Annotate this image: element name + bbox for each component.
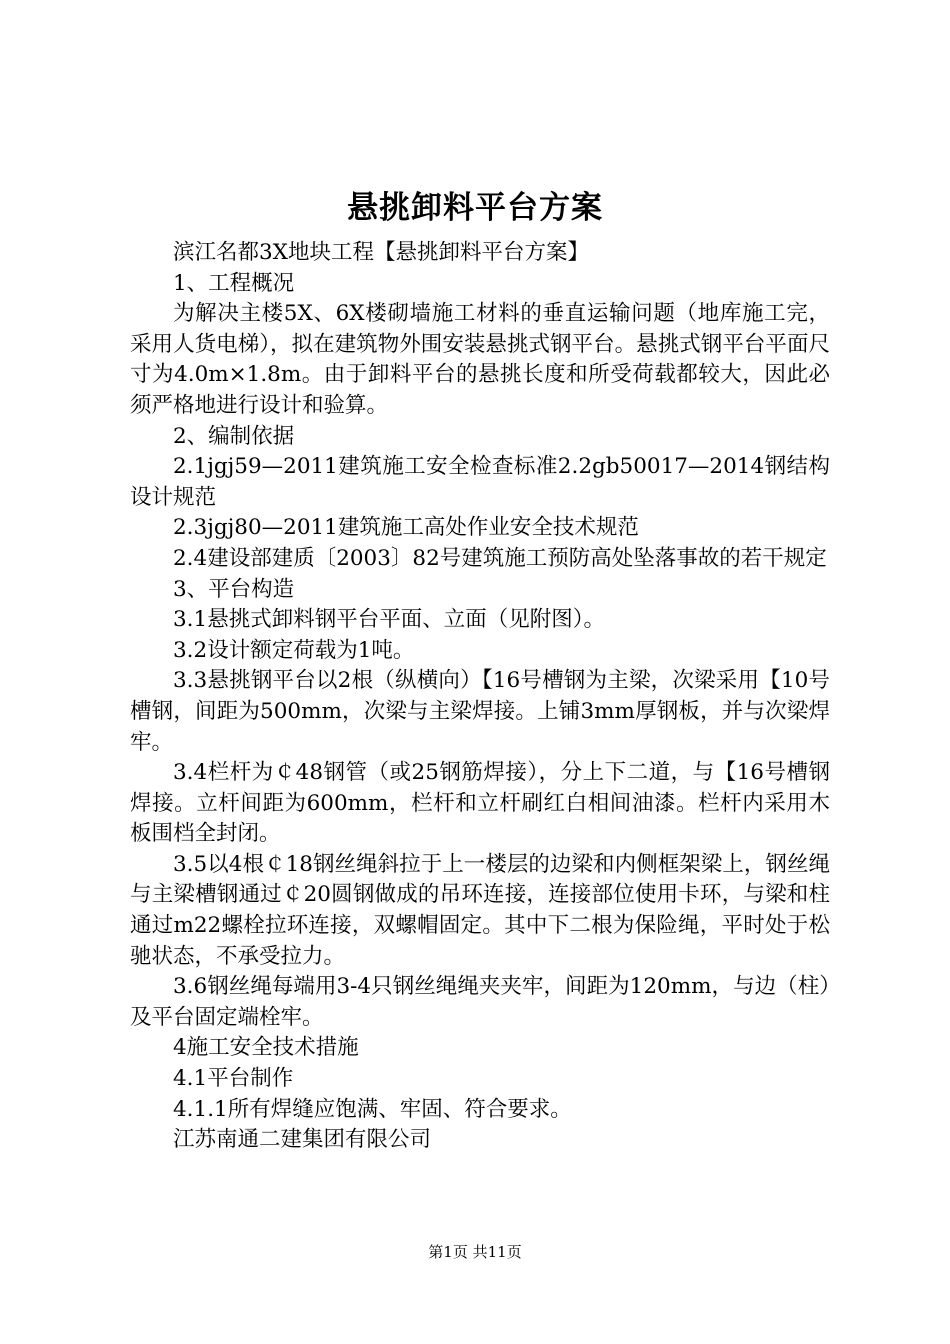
body-paragraph: 2.3jgj80—2011建筑施工高处作业安全技术规范 [173,515,639,541]
body-paragraph: 3.2设计额定荷载为1吨。 [173,637,415,663]
document-body [130,238,830,1156]
body-paragraph: 为解决主楼5X、6X楼砌墙施工材料的垂直运输问题（地库施工完，采用人货电梯），拟在建筑物外围安装悬挑式钢平台。悬挑式钢平台平面尺寸为4.0m×1.8m。由于卸料平台的悬挑长度和所受荷载都较大，因此必须严格地进行设计和验算。 [130,301,830,418]
document-title: 悬挑卸料平台方案 [347,190,603,226]
body-paragraph: 2.4建设部建质〔2003〕82号建筑施工预防高处坠落事故的若干规定 [173,545,827,571]
section-heading: 4施工安全技术措施 [173,1035,359,1061]
body-paragraph: 4.1.1所有焊缝应饱满、牢固、符合要求。 [173,1096,572,1122]
section-heading: 3、平台构造 [173,576,295,602]
subsection-heading: 4.1平台制作 [173,1066,294,1092]
section-heading: 2、编制依据 [173,423,295,449]
body-paragraph: 3.4栏杆为￠48钢管（或25钢筋焊接），分上下二道，与【16号槽钢焊接。立杆间距为600mm，栏杆和立杆刷红白相间油漆。栏杆内采用木板围档全封闭。 [130,760,830,847]
page-footer: 第1页 共11页 [428,1243,522,1261]
body-paragraph: 3.3悬挑钢平台以2根（纵横向）【16号槽钢为主梁，次梁采用【10号槽钢，间距为500mm，次梁与主梁焊接。上铺3mm厚钢板，并与次梁焊牢。 [130,668,830,755]
body-paragraph: 2.1jgj59—2011建筑施工安全检查标准2.2gb50017—2014钢结构设计规范 [130,454,830,510]
company-name: 江苏南通二建集团有限公司 [173,1127,432,1153]
project-name-paragraph: 滨江名都3X地块工程【悬挑卸料平台方案】 [173,240,589,265]
body-paragraph: 3.6钢丝绳每端用3-4只钢丝绳绳夹夹牢，间距为120mm，与边（柱）及平台固定端栓牢。 [130,974,830,1030]
body-paragraph: 3.5以4根￠18钢丝绳斜拉于上一楼层的边梁和内侧框架梁上，钢丝绳与主梁槽钢通过￠20圆钢做成的吊环连接，连接部位使用卡环，与梁和柱通过m22螺栓拉环连接，双螺帽固定。其中下二根为保险绳，平时处于松驰状态，不承受拉力。 [130,851,830,969]
body-paragraph: 3.1悬挑式卸料钢平台平面、立面（见附图）。 [173,607,605,633]
section-heading: 1、工程概况 [173,270,295,296]
